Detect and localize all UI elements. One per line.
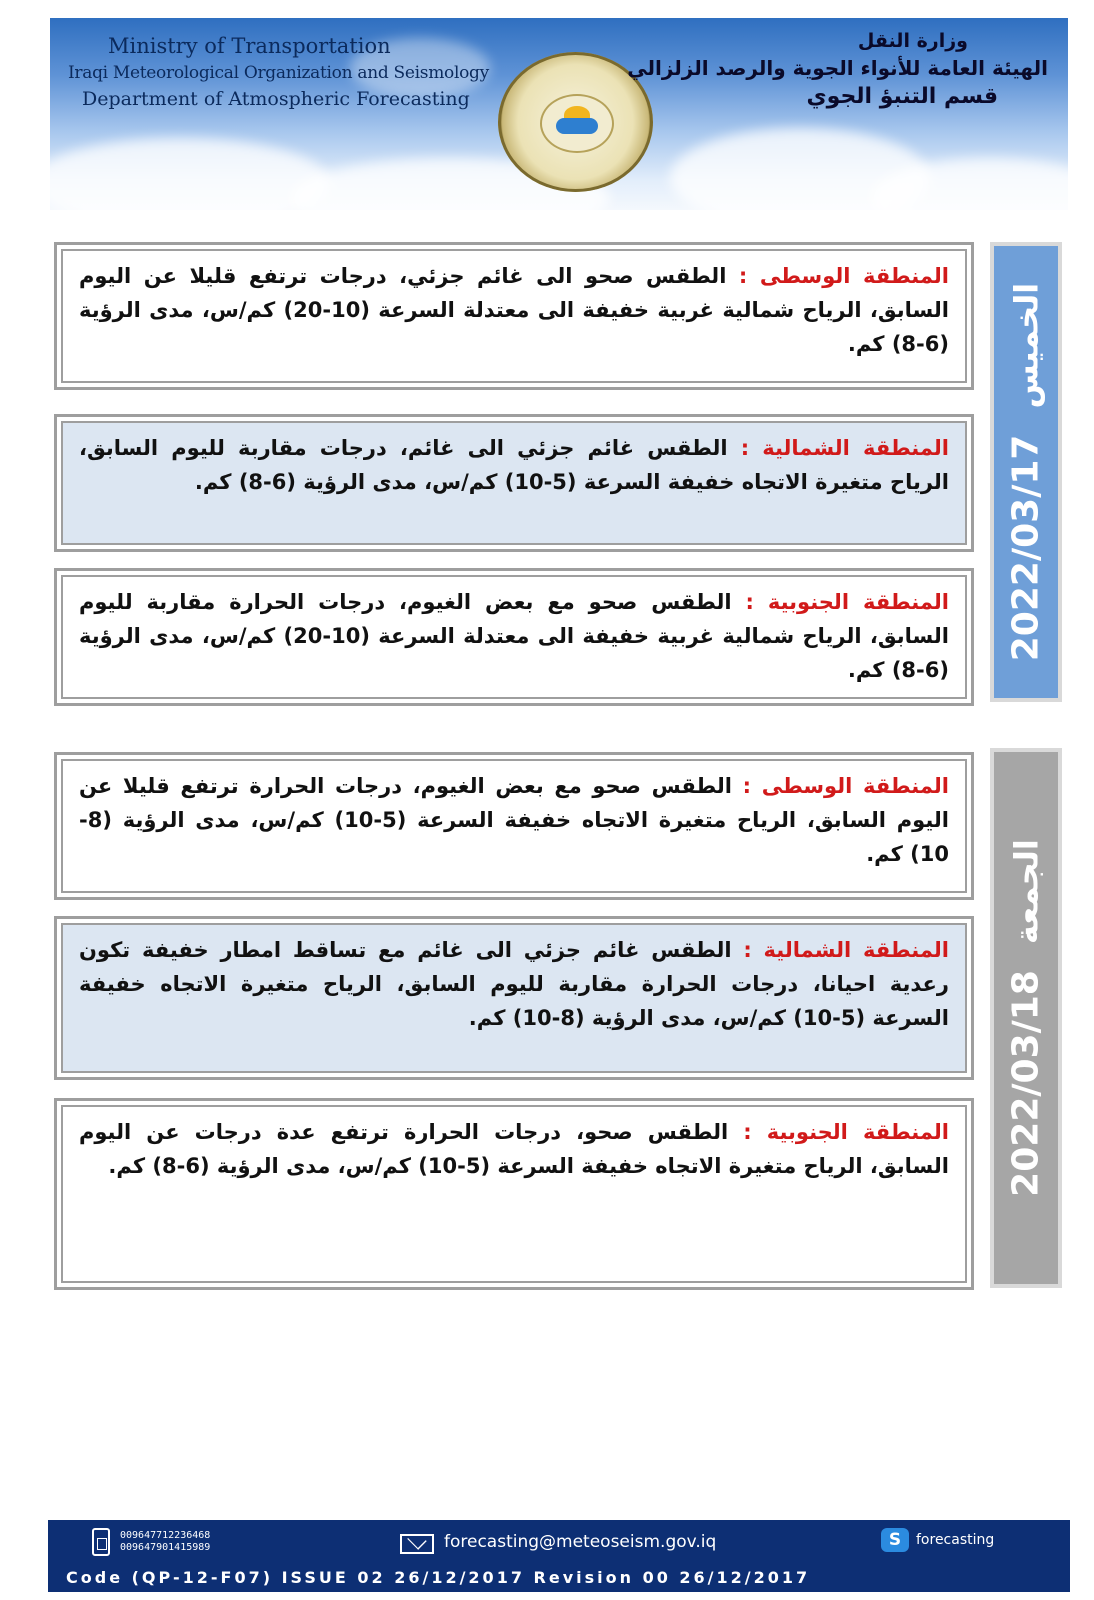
region-label: المنطقة الشمالية : [740,436,950,460]
forecast-text: الطقس صحو مع بعض الغيوم، درجات الحرارة ترتفع قليلا عن اليوم السابق، الرياح متغيرة الاتجاه خفيفة السرعة (5-10) كم/س، مدى الرؤية (8-10) كم. [79,774,949,866]
footer-bar [48,1520,1070,1592]
forecast-box [54,242,974,390]
department-name-en: Department of Atmospheric Forecasting [82,88,470,110]
ministry-name-ar: وزارة النقل [857,30,968,52]
forecast-text: الطقس غائم جزئي الى غائم، درجات مقاربة لليوم السابق، الرياح متغيرة الاتجاه خفيفة السرعة (5-10) كم/س، مدى الرؤية (6-8) كم. [79,436,949,494]
day-date: 2022/03/18 [1005,970,1047,1197]
day-tab-1 [990,242,1062,702]
email-address[interactable]: forecasting@meteoseism.gov.iq [444,1532,717,1552]
skype-handle[interactable]: forecasting [916,1532,995,1548]
document-code: Code (QP-12-F07) ISSUE 02 26/12/2017 Revision 00 26/12/2017 [66,1568,811,1587]
mail-icon [400,1534,434,1554]
day-name: الخميس [1007,282,1045,409]
organization-name-ar: الهيئة العامة للأنواء الجوية والرصد الزلزالي [627,56,1048,80]
weather-icon [540,94,614,153]
forecast-box [54,752,974,900]
region-label: المنطقة الجنوبية : [743,1120,949,1144]
forecast-box [54,1098,974,1290]
region-label: المنطقة الوسطى : [742,774,949,798]
day-name: الجمعة [1007,839,1045,945]
region-label: المنطقة الجنوبية : [745,590,950,614]
phone-icon [92,1528,110,1556]
forecast-text: الطقس صحو الى غائم جزئي، درجات ترتفع قليلا عن اليوم السابق، الرياح شمالية غربية خفيفة الى معتدلة السرعة (10-20) كم/س، مدى الرؤية (6-8) كم. [79,264,949,356]
region-label: المنطقة الوسطى : [738,264,949,288]
day-date: 2022/03/17 [1005,434,1047,662]
forecast-box [54,916,974,1080]
header-arabic [627,30,1048,109]
phone-numbers [120,1530,210,1554]
forecast-text: الطقس صحو، درجات الحرارة ترتفع عدة درجات عن اليوم السابق، الرياح متغيرة الاتجاه خفيفة السرعة (5-10) كم/س، مدى الرؤية (6-8) كم. [79,1120,949,1178]
forecast-text: الطقس غائم جزئي الى غائم مع تساقط امطار خفيفة تكون رعدية احيانا، درجات الحرارة مقاربة لليوم السابق، الرياح متغيرة الاتجاه خفيفة السرعة (5-10) كم/س، مدى الرؤية (8-10) كم. [79,938,949,1030]
forecast-box [54,414,974,552]
day-tab-2 [990,748,1062,1288]
department-name-ar: قسم التنبؤ الجوي [806,84,998,109]
header-english [68,34,489,110]
ministry-name-en: Ministry of Transportation [108,34,391,58]
forecast-text: الطقس صحو مع بعض الغيوم، درجات الحرارة مقاربة لليوم السابق، الرياح شمالية غربية خفيفة الى معتدلة السرعة (10-20) كم/س، مدى الرؤية (6-8) كم. [79,590,949,682]
header-banner [50,18,1068,210]
skype-icon: S [881,1528,909,1552]
organization-name-en: Iraqi Meteorological Organization and Seismology [68,63,489,83]
phone-number: 009647901415989 [120,1542,211,1553]
phone-number: 009647712236468 [120,1530,211,1541]
region-label: المنطقة الشمالية : [743,938,950,962]
forecast-box [54,568,974,706]
